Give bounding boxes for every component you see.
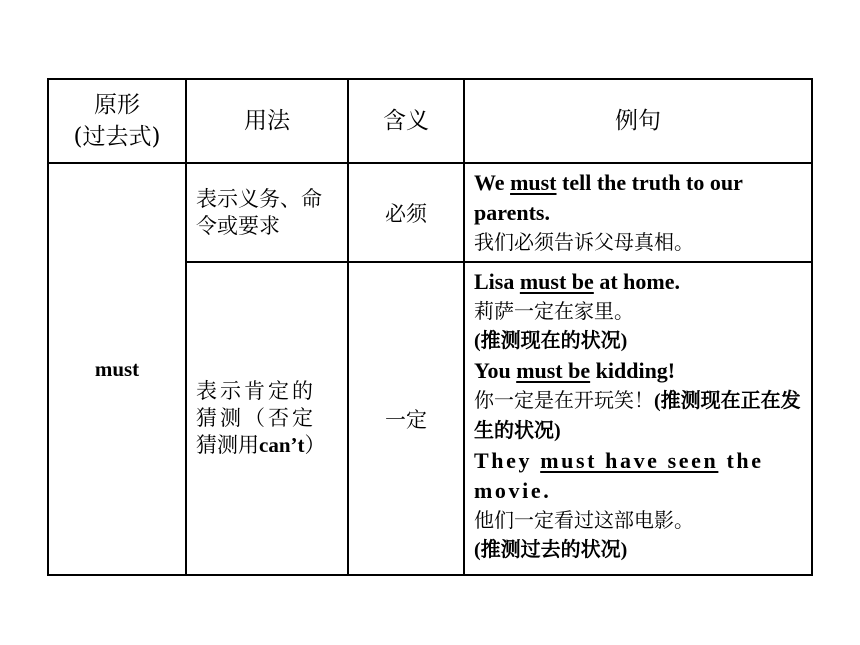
meaning-cell: 一定 (348, 262, 464, 575)
example-en: You must be kidding! (474, 358, 676, 383)
underlined-modal: must be (519, 269, 594, 294)
underlined-modal: must have seen (540, 448, 719, 473)
example-cell (464, 163, 812, 262)
form-cell: must (48, 163, 186, 575)
header-row (48, 79, 812, 163)
modal-verb-table (47, 78, 813, 576)
meaning-cell: 必须 (348, 163, 464, 262)
header-meaning: 含义 (348, 79, 464, 163)
example-note: (推测过去的状况) (474, 539, 628, 561)
example-cell (464, 262, 812, 575)
underlined-modal: must be (516, 358, 591, 383)
example-cn: 他们一定看过这部电影。 (474, 508, 694, 532)
usage-cell (186, 163, 348, 262)
example-cn: 莉萨一定在家里。 (474, 299, 634, 323)
header-example: 例句 (464, 79, 812, 163)
header-form-line1: 原形 (94, 92, 140, 118)
header-form-line2: (过去式) (73, 124, 161, 150)
example-note: (推测现在的状况) (474, 330, 628, 352)
example-cn: 你一定是在开玩笑！(推测现在正在发生的状况) (474, 388, 801, 442)
header-form (48, 79, 186, 163)
example-note: (推测现在正在发生的状况) (474, 390, 801, 442)
usage-cell (186, 262, 348, 575)
example-en: They must have seen the movie. (474, 448, 764, 503)
usage-text-line3: 猜测用can’t） (196, 433, 326, 457)
header-usage: 用法 (186, 79, 348, 163)
example-en: We must tell the truth to our parents. (474, 170, 743, 225)
table-row (48, 163, 812, 262)
example-cn: 我们必须告诉父母真相。 (474, 230, 694, 254)
usage-text: 表示义务、命令或要求 (196, 186, 322, 238)
usage-text-line1: 表示肯定的 (196, 379, 316, 403)
underlined-modal: must (510, 170, 557, 195)
example-en: Lisa must be at home. (474, 269, 680, 294)
usage-text-line2: 猜测（否定 (196, 406, 316, 430)
